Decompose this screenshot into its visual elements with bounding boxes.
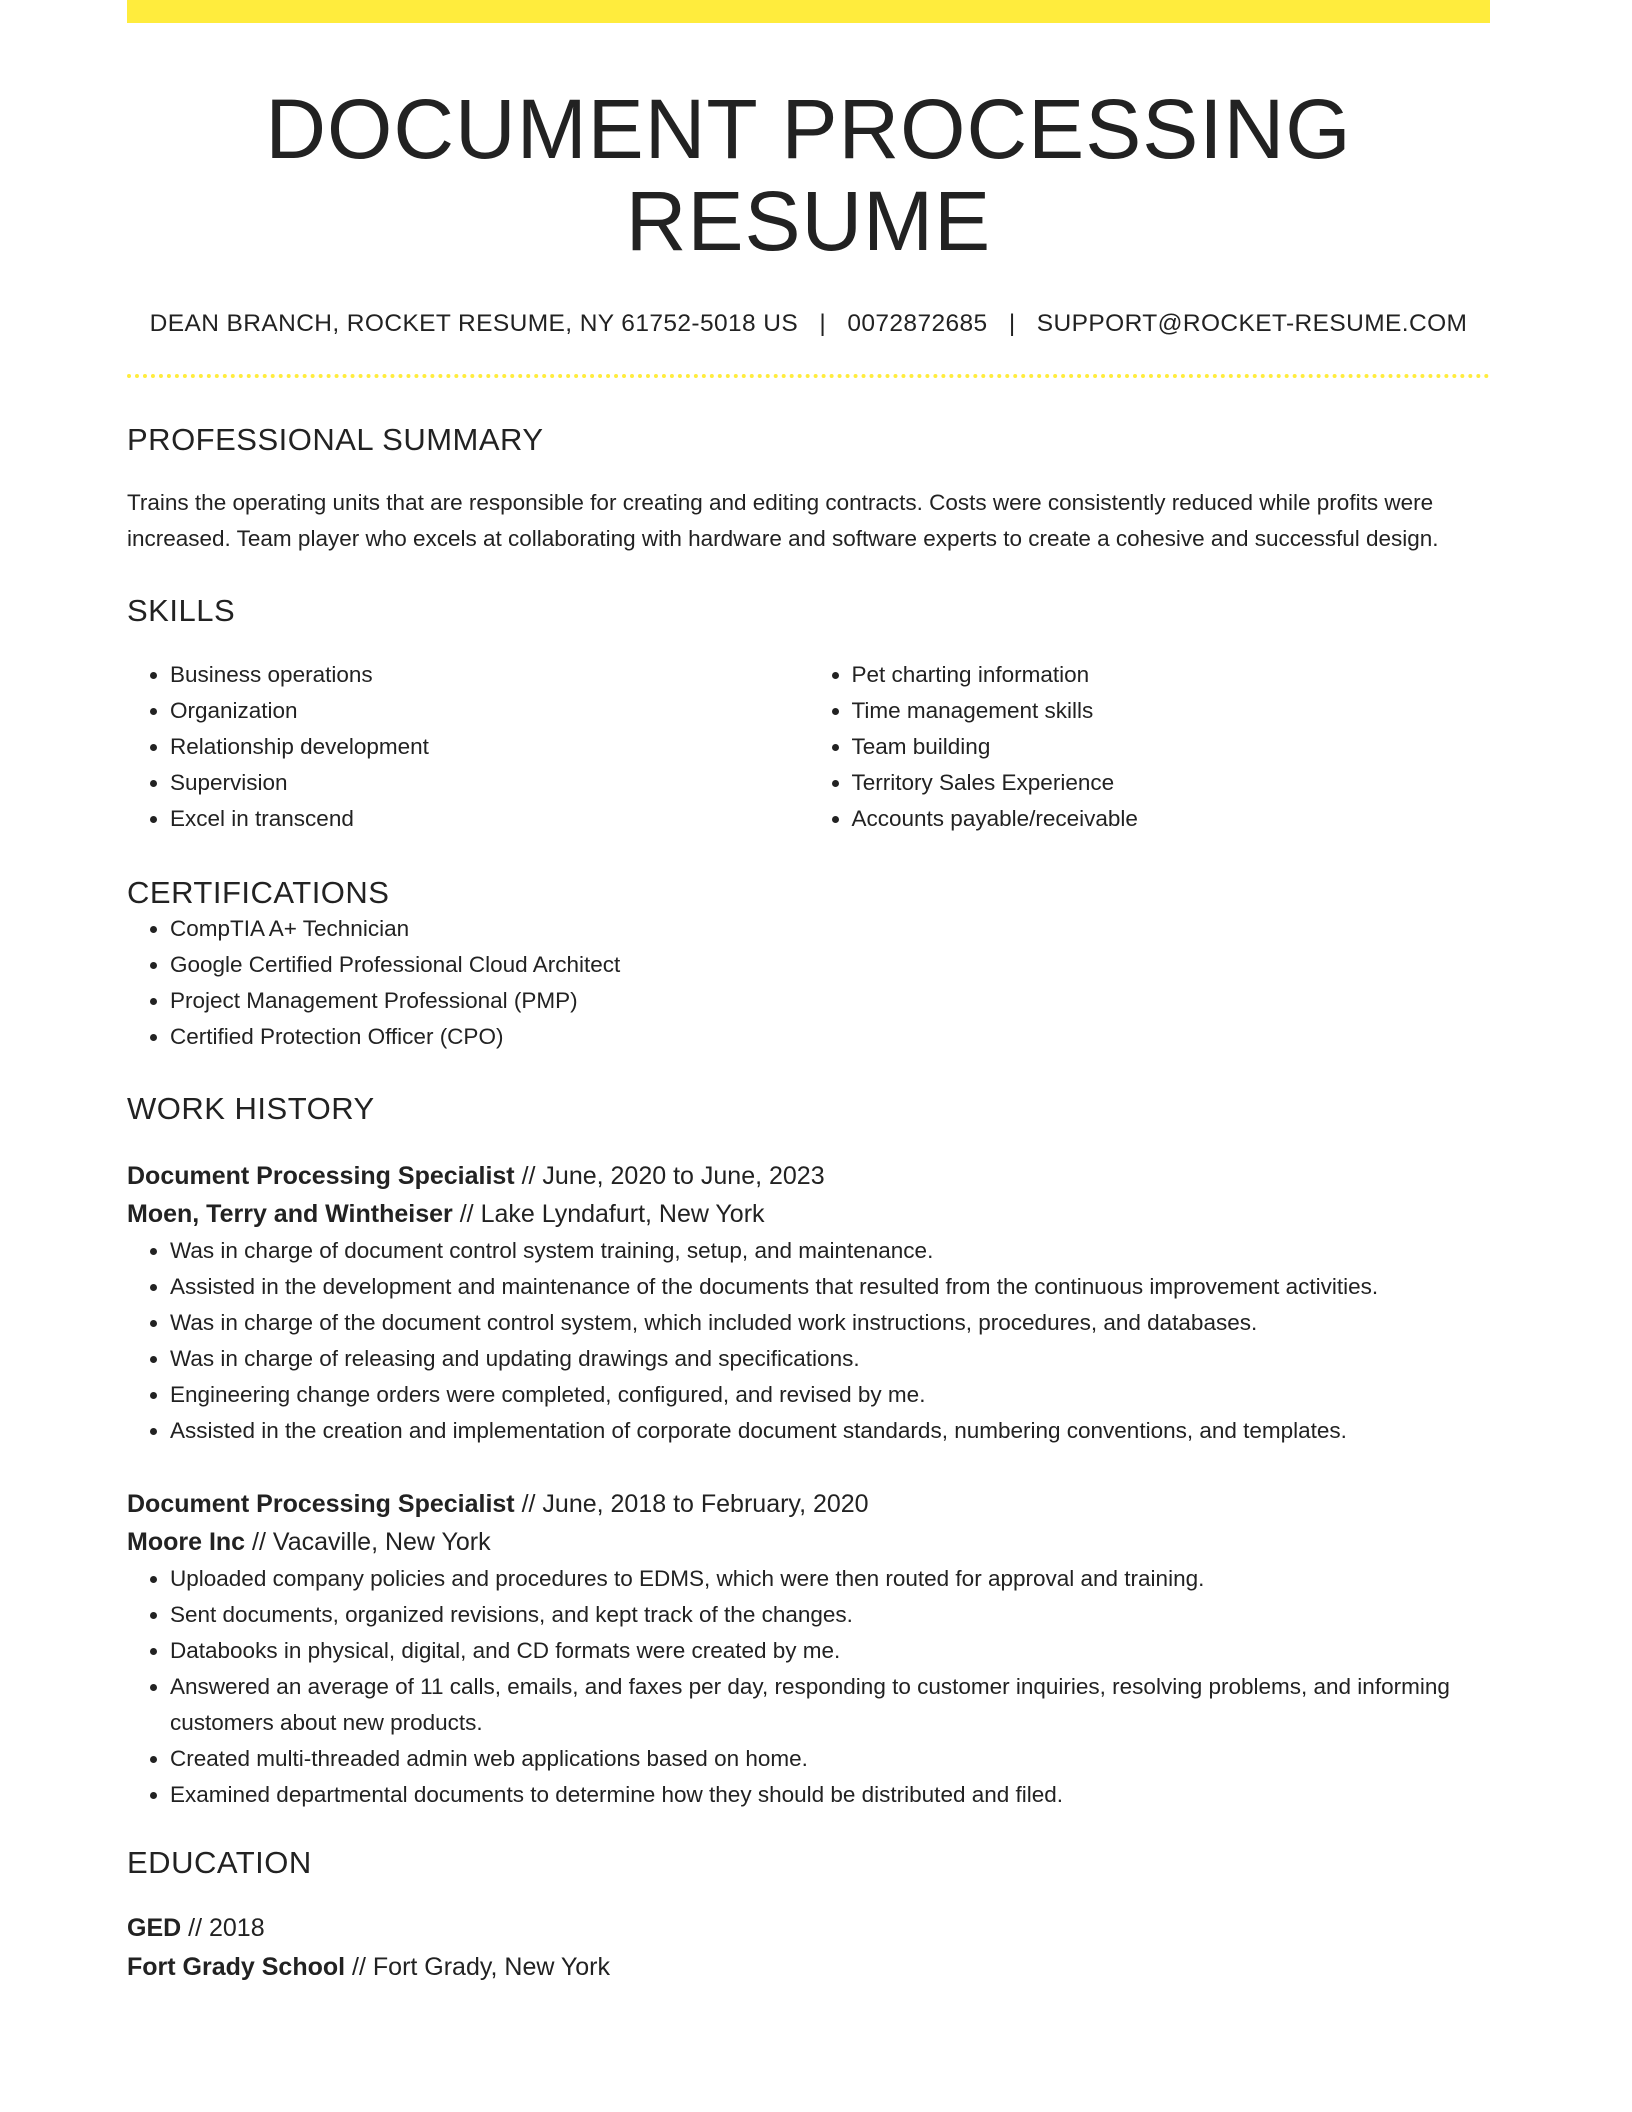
job-location: Lake Lyndafurt, New York (480, 1199, 765, 1228)
skill-item: • Time management skills (852, 693, 1491, 729)
job-duty: • Examined departmental documents to determine how they should be distributed and filed. (170, 1777, 1490, 1813)
skills-list-left (127, 657, 809, 837)
job-location: Vacaville, New York (272, 1527, 491, 1556)
job-entry (127, 1485, 1490, 1813)
separator: // (245, 1527, 273, 1556)
summary-heading: PROFESSIONAL SUMMARY (127, 421, 544, 457)
resume-page (127, 0, 1490, 1987)
separator: // (452, 1199, 481, 1228)
separator: // (345, 1952, 373, 1981)
certification-item: • CompTIA A+ Technician (170, 911, 1490, 947)
skill-item: • Relationship development (170, 729, 809, 765)
certification-item: • Certified Protection Officer (CPO) (170, 1019, 1490, 1055)
job-duty: • Created multi-threaded admin web applications based on home. (170, 1741, 1490, 1777)
job-title-line (127, 1485, 1490, 1523)
education-school: Fort Grady School (127, 1952, 346, 1981)
job-title-line (127, 1157, 1490, 1195)
certifications-heading: CERTIFICATIONS (127, 874, 390, 910)
skill-item: • Pet charting information (852, 657, 1491, 693)
education-year: 2018 (208, 1913, 265, 1942)
dotted-divider (127, 374, 1490, 378)
skills-heading: SKILLS (127, 592, 236, 628)
job-duties-list (127, 1561, 1490, 1813)
job-title: Document Processing Specialist (127, 1161, 515, 1190)
education-degree: GED (127, 1913, 182, 1942)
education-school-line (127, 1947, 1490, 1987)
separator: // (514, 1161, 543, 1190)
skill-item: • Supervision (170, 765, 809, 801)
skill-item: • Business operations (170, 657, 809, 693)
education-heading: EDUCATION (127, 1844, 312, 1880)
skill-item: • Excel in transcend (170, 801, 809, 837)
education-location: Fort Grady, New York (372, 1952, 611, 1981)
education-degree-line (127, 1909, 1490, 1947)
contact-line (127, 310, 1490, 338)
job-duty: • Assisted in the creation and implementation of corporate document standards, numbering conventions, and templates. (170, 1413, 1490, 1449)
job-company-line (127, 1195, 1490, 1233)
job-duty: • Sent documents, organized revisions, and kept track of the changes. (170, 1597, 1490, 1633)
skills-list-right (809, 657, 1491, 837)
contact-phone: 0072872685 (847, 309, 988, 337)
certification-item: • Google Certified Professional Cloud Architect (170, 947, 1490, 983)
contact-address: DEAN BRANCH, ROCKET RESUME, NY 61752-5018 US (149, 309, 799, 337)
summary-text: Trains the operating units that are responsible for creating and editing contracts. Costs were consistently reduced while profits were increased. Team player who excels at collaborating with hardware and software experts to create a cohesive and successful design. (127, 489, 1439, 551)
separator: // (514, 1489, 543, 1518)
certifications-list (127, 911, 1490, 1055)
top-accent-bar (127, 0, 1490, 23)
job-company-line (127, 1523, 1490, 1561)
contact-separator: | (819, 309, 827, 337)
job-dates: June, 2020 to June, 2023 (542, 1161, 825, 1190)
job-duty: • Assisted in the development and maintenance of the documents that resulted from the continuous improvement activities. (170, 1269, 1490, 1305)
resume-title: DOCUMENT PROCESSING RESUME (265, 82, 1352, 269)
job-company: Moore Inc (127, 1527, 246, 1556)
job-duty: • Engineering change orders were completed, configured, and revised by me. (170, 1377, 1490, 1413)
skill-item: • Team building (852, 729, 1491, 765)
separator: // (181, 1913, 209, 1942)
job-title: Document Processing Specialist (127, 1489, 515, 1518)
job-duty: • Databooks in physical, digital, and CD formats were created by me. (170, 1633, 1490, 1669)
job-duty: • Answered an average of 11 calls, emails, and faxes per day, responding to customer inquiries, resolving problems, and informing customers about new products. (170, 1669, 1490, 1741)
skill-item: • Accounts payable/receivable (852, 801, 1491, 837)
job-duty: • Was in charge of the document control system, which included work instructions, procedures, and databases. (170, 1305, 1490, 1341)
skills-columns (127, 657, 1490, 837)
skill-item: • Organization (170, 693, 809, 729)
job-duties-list (127, 1233, 1490, 1449)
job-duty: • Was in charge of document control system training, setup, and maintenance. (170, 1233, 1490, 1269)
job-company: Moen, Terry and Wintheiser (127, 1199, 453, 1228)
job-duty: • Was in charge of releasing and updating drawings and specifications. (170, 1341, 1490, 1377)
skill-item: • Territory Sales Experience (852, 765, 1491, 801)
job-entry (127, 1157, 1490, 1449)
work-history-heading: WORK HISTORY (127, 1090, 375, 1126)
contact-email: SUPPORT@ROCKET-RESUME.COM (1036, 309, 1468, 337)
contact-separator: | (1008, 309, 1016, 337)
certification-item: • Project Management Professional (PMP) (170, 983, 1490, 1019)
job-dates: June, 2018 to February, 2020 (542, 1489, 869, 1518)
job-duty: • Uploaded company policies and procedures to EDMS, which were then routed for approval and training. (170, 1561, 1490, 1597)
